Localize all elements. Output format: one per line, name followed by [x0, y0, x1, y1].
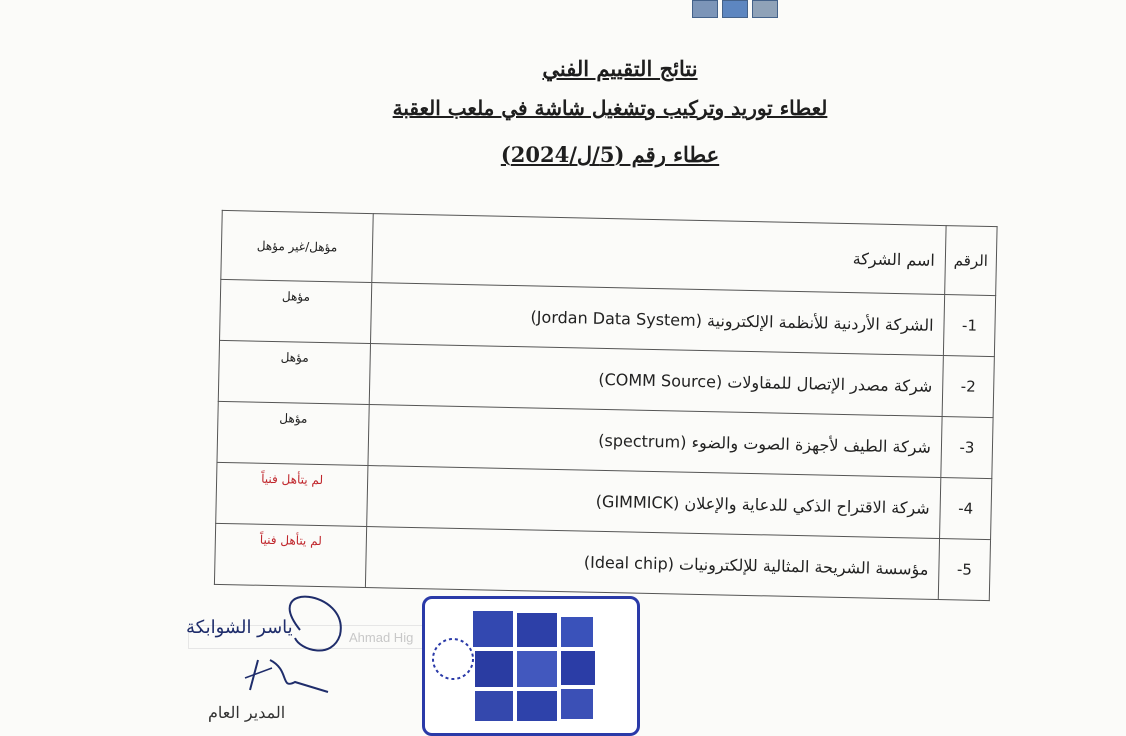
- company-name: شركة الاقتراح الذكي للدعاية والإعلان (GIMMICK): [367, 466, 941, 539]
- row-number: 3-: [941, 417, 993, 479]
- watermark-text: Ahmad Hig: [188, 625, 438, 649]
- row-number: 1-: [943, 295, 995, 357]
- company-name: الشركة الأردنية للأنظمة الإلكترونية (Jordan Data System): [371, 283, 945, 356]
- results-table: [214, 210, 998, 601]
- company-name: مؤسسة الشريحة المثالية للإلكترونيات (Ideal chip): [365, 527, 939, 600]
- header-qualification: مؤهل/غير مؤهل: [221, 210, 373, 282]
- logo-tile: [692, 0, 718, 18]
- row-number: 5-: [938, 539, 990, 601]
- signatory-name: ياسر الشوابكة: [186, 617, 293, 638]
- company-name: شركة مصدر الإتصال للمقاولات (COMM Source): [369, 344, 943, 417]
- company-name: شركة الطيف لأجهزة الصوت والضوء (spectrum): [368, 405, 942, 478]
- signatory-title: المدير العام: [208, 703, 286, 722]
- header-number: الرقم: [945, 226, 997, 296]
- tender-number: عطاء رقم (5/ل/2024): [500, 142, 720, 167]
- header-company-name: اسم الشركة: [372, 214, 946, 295]
- logo-tile: [752, 0, 778, 18]
- row-number: 4-: [940, 478, 992, 540]
- qualification-status: لم يتأهل فنياً: [216, 462, 368, 526]
- document-subtitle: لعطاء توريد وتركيب وتشغيل شاشة في ملعب العقبة: [392, 96, 828, 120]
- qualification-status: مؤهل: [220, 279, 372, 343]
- results-table-wrapper: [214, 210, 997, 578]
- qualification-status: مؤهل: [218, 340, 370, 404]
- qualification-status: مؤهل: [217, 401, 369, 465]
- row-number: 2-: [942, 356, 994, 418]
- stamp-logo-icon: [425, 599, 637, 729]
- signature-icon: [200, 590, 350, 700]
- qualification-status: لم يتأهل فنياً: [214, 523, 366, 587]
- top-logo-strip: [692, 0, 780, 18]
- logo-tile: [722, 0, 748, 18]
- document-title: نتائج التقييم الفني: [542, 56, 698, 81]
- official-stamp: [422, 596, 640, 736]
